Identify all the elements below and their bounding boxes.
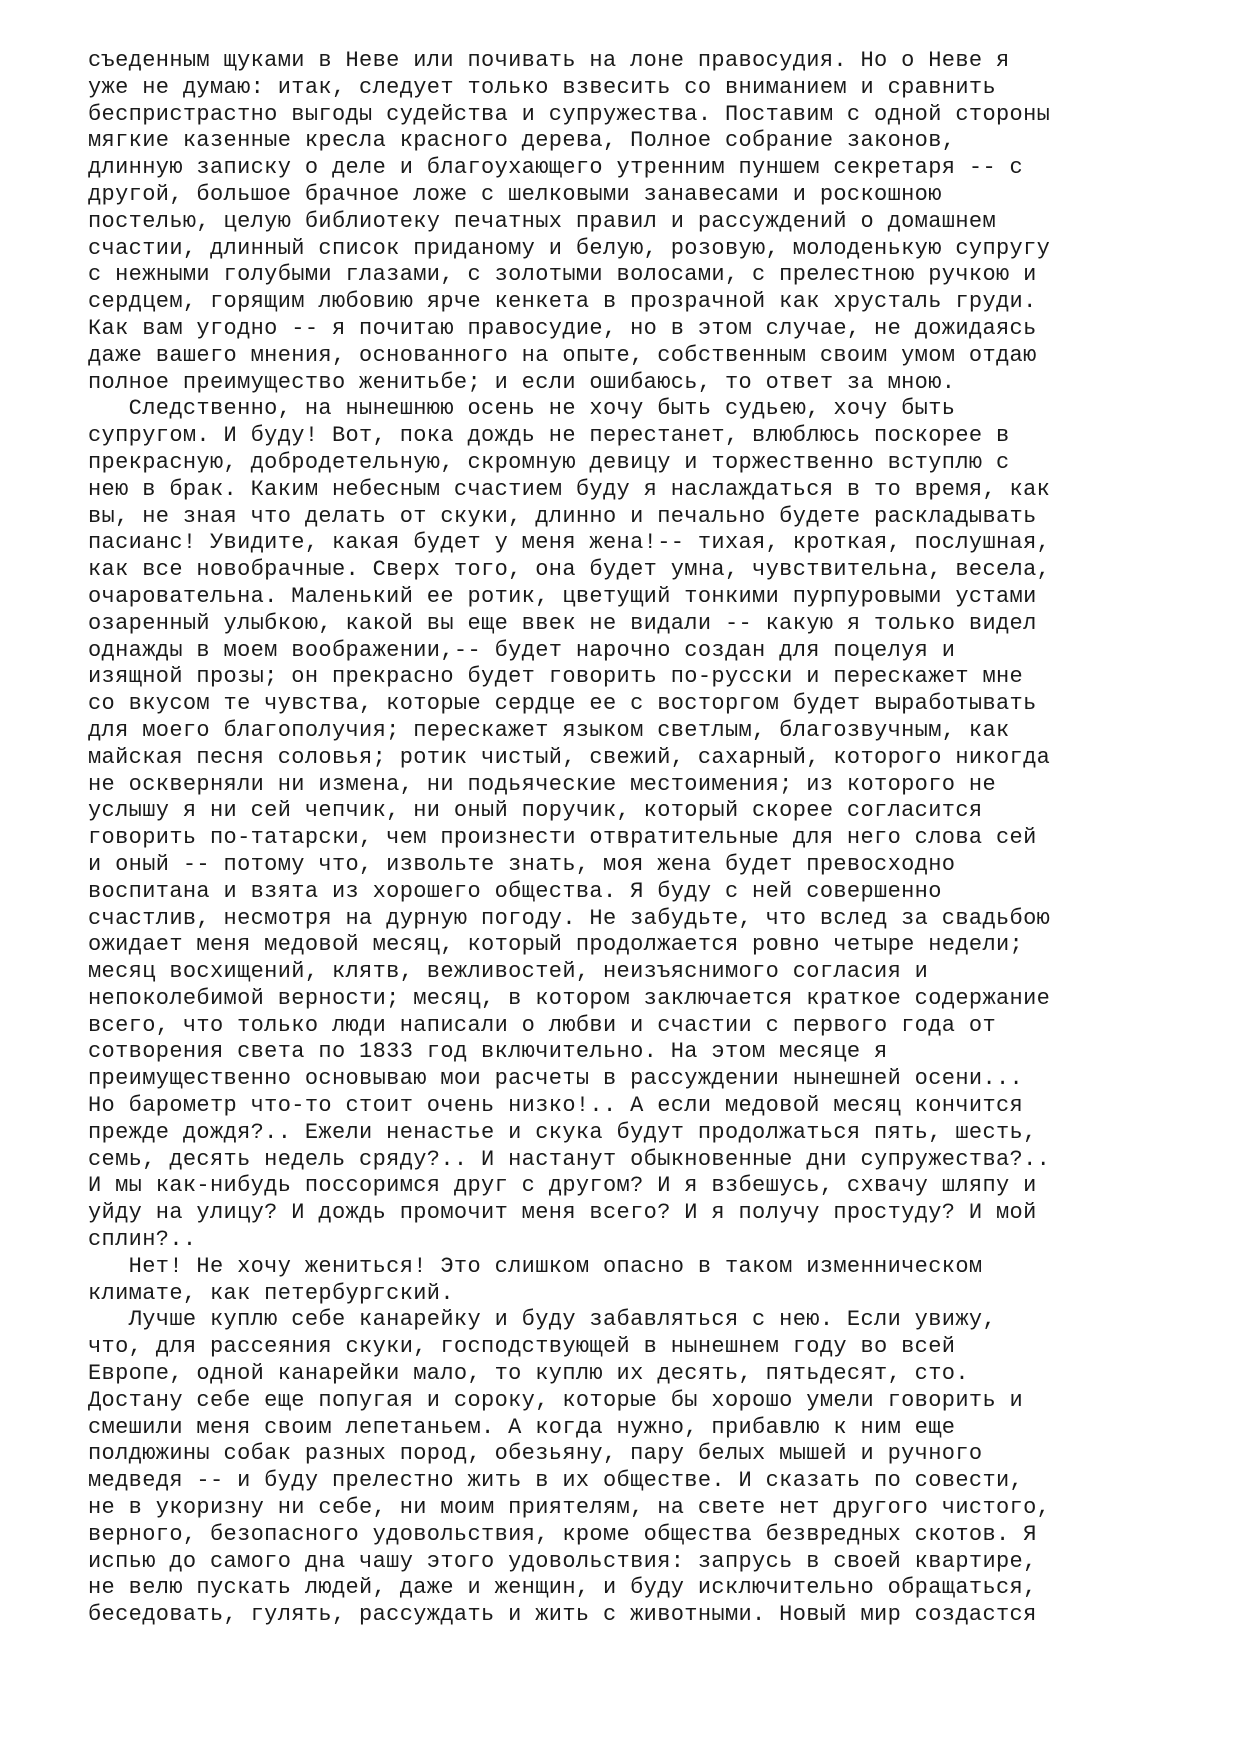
text-line: другой, большое брачное ложе с шелковыми занавесами и роскошною: [88, 181, 942, 207]
text-line: длинную записку о деле и благоухающего утренним пуншем секретаря -- с: [88, 155, 1024, 181]
text-line: счастии, длинный список приданому и белую, розовую, молоденькую супругу: [88, 235, 1051, 261]
text-line: смешили меня своим лепетаньем. А когда нужно, прибавлю к ним еще: [88, 1414, 956, 1440]
text-line: Следственно, на нынешнюю осень не хочу быть судьею, хочу быть: [88, 396, 956, 422]
text-line: съеденным щуками в Неве или почивать на лоне правосудия. Но о Неве я: [88, 48, 1010, 73]
text-line: со вкусом те чувства, которые сердце ее с восторгом будет выработывать: [88, 691, 1037, 717]
text-line: беспристрастно выгоды судейства и супружества. Поставим с одной стороны: [88, 101, 1051, 127]
text-line: Лучше куплю себе канарейку и буду забавляться с нею. Если увижу,: [88, 1307, 996, 1333]
text-line: Достану себе еще попугая и сороку, которые бы хорошо умели говорить и: [88, 1387, 1024, 1413]
text-line: прежде дождя?.. Ежели ненастье и скука будут продолжаться пять, шесть,: [88, 1119, 1037, 1145]
text-line: семь, десять недель сряду?.. И настанут обыкновенные дни супружества?..: [88, 1146, 1051, 1172]
text-line: ожидает меня медовой месяц, который продолжается ровно четыре недели;: [88, 932, 1024, 958]
text-line: Европе, одной канарейки мало, то куплю их десять, пятьдесят, сто.: [88, 1361, 969, 1387]
text-line: преимущественно основываю мои расчеты в рассуждении нынешней осени...: [88, 1066, 1024, 1092]
text-line: изящной прозы; он прекрасно будет говорить по-русски и перескажет мне: [88, 664, 1024, 690]
text-line: полдюжины собак разных пород, обезьяну, пару белых мышей и ручного: [88, 1441, 983, 1467]
text-line: как все новобрачные. Сверх того, она будет умна, чувствительна, весела,: [88, 557, 1051, 583]
text-line: для моего благополучия; перескажет языком светлым, благозвучным, как: [88, 717, 1010, 743]
text-line: что, для рассеяния скуки, господствующей в нынешнем году во всей: [88, 1334, 956, 1360]
text-line: вы, не зная что делать от скуки, длинно и печально будете раскладывать: [88, 503, 1037, 529]
text-line: сплин?..: [88, 1227, 197, 1253]
text-line: Но барометр что-то стоит очень низко!.. А если медовой месяц кончится: [88, 1093, 1024, 1119]
text-line: Нет! Не хочу жениться! Это слишком опасно в таком изменническом: [88, 1253, 983, 1279]
text-line: мягкие казенные кресла красного дерева, Полное собрание законов,: [88, 128, 956, 154]
text-line: майская песня соловья; ротик чистый, свежий, сахарный, которого никогда: [88, 744, 1051, 770]
text-line: медведя -- и буду прелестно жить в их обществе. И сказать по совести,: [88, 1468, 1024, 1494]
text-line: уже не думаю: итак, следует только взвесить со вниманием и сравнить: [88, 74, 996, 100]
text-line: прекрасную, добродетельную, скромную девицу и торжественно вступлю с: [88, 449, 1010, 475]
text-line: пасианс! Увидите, какая будет у меня жена!-- тихая, кроткая, послушная,: [88, 530, 1051, 556]
text-line: беседовать, гулять, рассуждать и жить с животными. Новый мир создастся: [88, 1602, 1037, 1628]
text-line: и оный -- потому что, извольте знать, моя жена будет превосходно: [88, 851, 956, 877]
text-line: не велю пускать людей, даже и женщин, и буду исключительно обращаться,: [88, 1575, 1037, 1601]
text-line: месяц восхищений, клятв, вежливостей, неизъяснимого согласия и: [88, 959, 929, 985]
text-line: Как вам угодно -- я почитаю правосудие, но в этом случае, не дожидаясь: [88, 315, 1037, 341]
text-line: постелью, целую библиотеку печатных правил и рассуждений о домашнем: [88, 208, 996, 234]
text-line: счастлив, несмотря на дурную погоду. Не забудьте, что вслед за свадьбою: [88, 905, 1051, 931]
text-line: полное преимущество женитьбе; и если ошибаюсь, то ответ за мною.: [88, 369, 956, 395]
text-line: верного, безопасного удовольствия, кроме общества безвредных скотов. Я: [88, 1521, 1037, 1547]
text-line: не в укоризну ни себе, ни моим приятелям, на свете нет другого чистого,: [88, 1495, 1051, 1521]
text-line: очаровательна. Маленький ее ротик, цветущий тонкими пурпуровыми устами: [88, 583, 1037, 609]
text-line: даже вашего мнения, основанного на опыте, собственным своим умом отдаю: [88, 342, 1037, 368]
text-line: испью до самого дна чашу этого удовольствия: запрусь в своей квартире,: [88, 1548, 1037, 1574]
text-line: воспитана и взята из хорошего общества. Я буду с ней совершенно: [88, 878, 942, 904]
text-line: супругом. И буду! Вот, пока дождь не перестанет, влюблюсь поскорее в: [88, 423, 1010, 449]
text-line: озаренный улыбкою, какой вы еще ввек не видали -- какую я только видел: [88, 610, 1037, 636]
document-page: [88, 48, 1228, 1629]
text-line: сердцем, горящим любовию ярче кенкета в прозрачной как хрусталь груди.: [88, 289, 1037, 315]
text-line: климате, как петербургский.: [88, 1280, 454, 1306]
text-line: уйду на улицу? И дождь промочит меня всего? И я получу простуду? И мой: [88, 1200, 1037, 1226]
text-line: с нежными голубыми глазами, с золотыми волосами, с прелестною ручкою и: [88, 262, 1037, 288]
text-line: говорить по-татарски, чем произнести отвратительные для него слова сей: [88, 825, 1037, 851]
text-line: И мы как-нибудь поссоримся друг с другом? И я взбешусь, схвачу шляпу и: [88, 1173, 1037, 1199]
text-line: непоколебимой верности; месяц, в котором заключается краткое содержание: [88, 985, 1051, 1011]
text-line: не оскверняли ни измена, ни подьяческие местоимения; из которого не: [88, 771, 996, 797]
text-line: всего, что только люди написали о любви и счастии с первого года от: [88, 1012, 996, 1038]
text-line: услышу я ни сей чепчик, ни оный поручик, который скорее согласится: [88, 798, 983, 824]
text-line: сотворения света по 1833 год включительно. На этом месяце я: [88, 1039, 888, 1065]
text-line: однажды в моем воображении,-- будет нарочно создан для поцелуя и: [88, 637, 956, 663]
text-line: нею в брак. Каким небесным счастием буду я наслаждаться в то время, как: [88, 476, 1051, 502]
